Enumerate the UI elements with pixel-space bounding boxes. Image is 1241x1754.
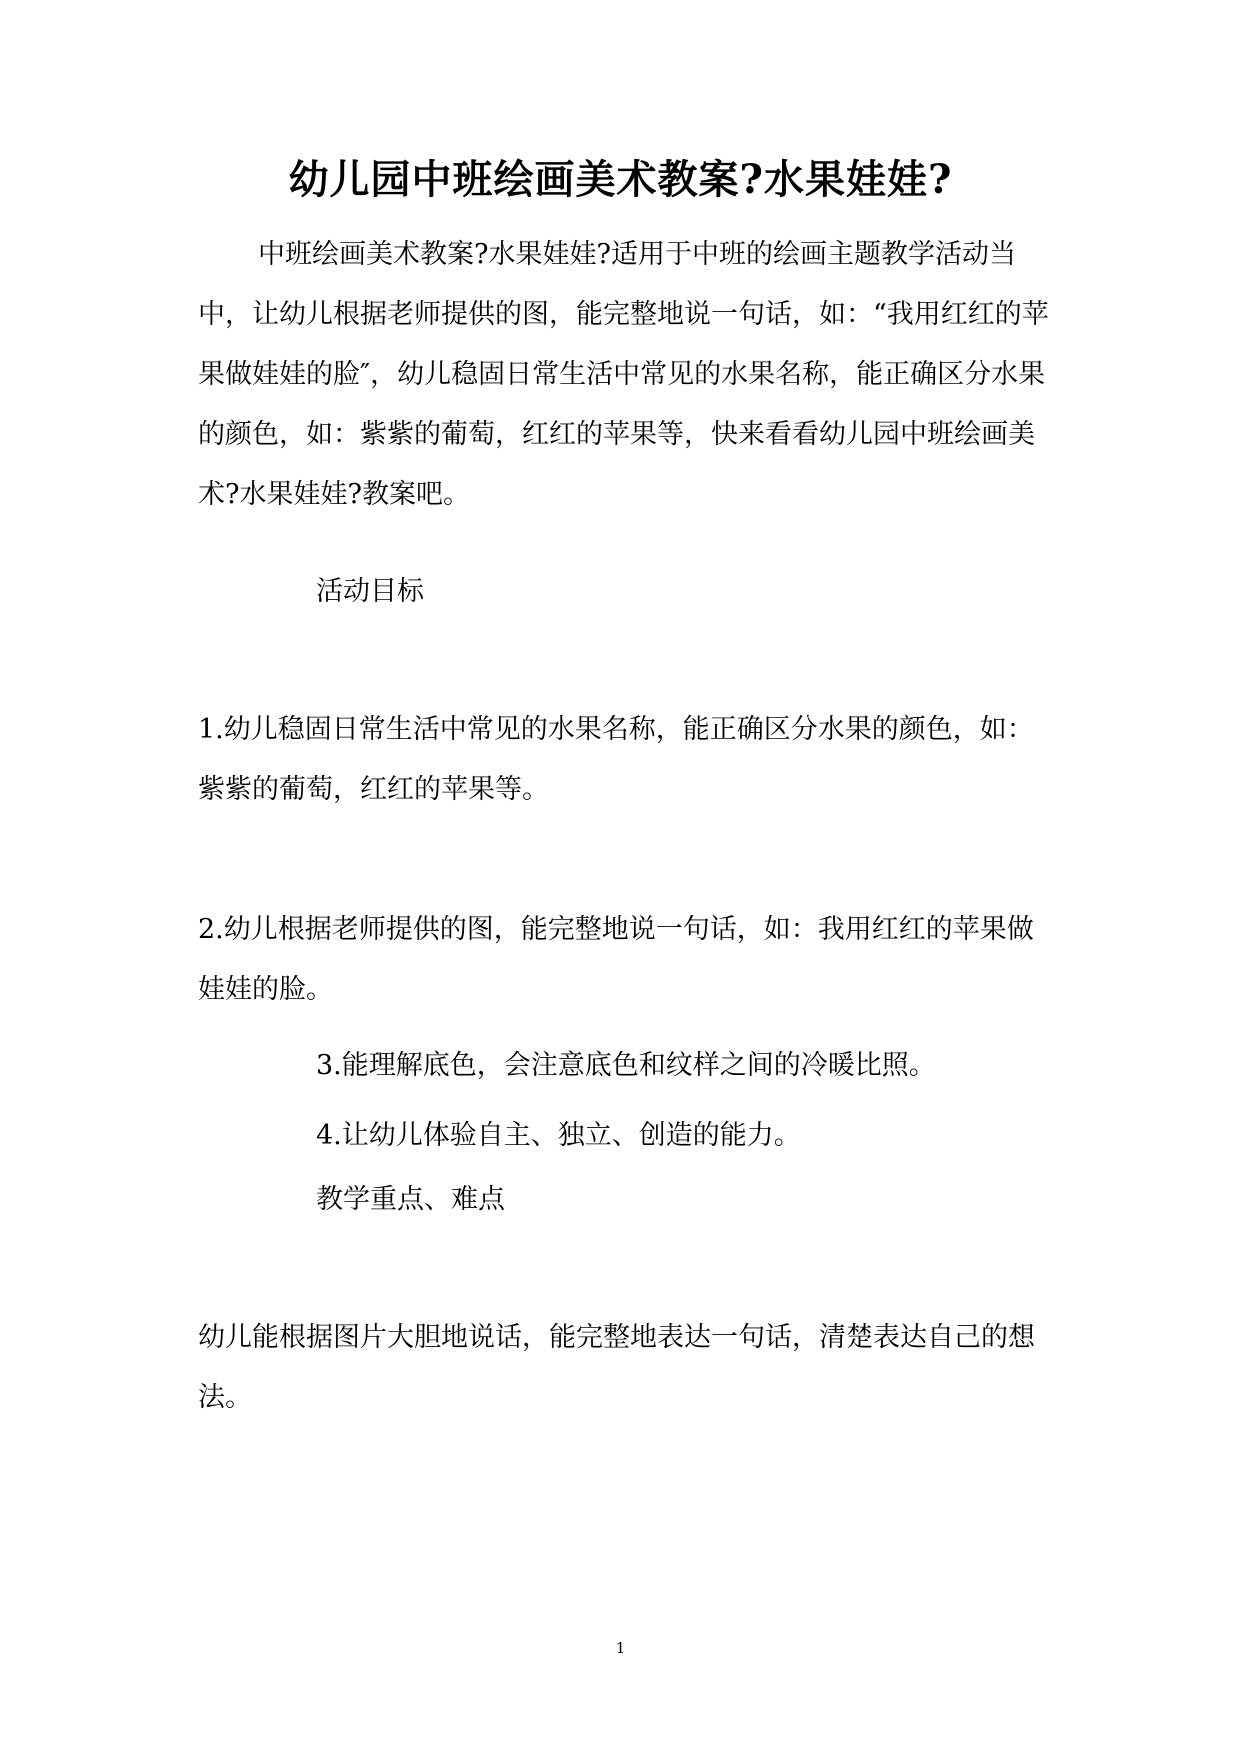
section-heading-goals: 活动目标 — [316, 576, 424, 607]
document-title: 幼儿园中班绘画美术教案?水果娃娃? — [288, 156, 953, 203]
key-points-paragraph: 幼儿能根据图片大胆地说话，能完整地表达一句话，清楚表达自己的想法。 — [198, 1322, 1035, 1413]
section-heading-key-points: 教学重点、难点 — [316, 1184, 505, 1215]
intro-paragraph: 中班绘画美术教案?水果娃娃?适用于中班的绘画主题教学活动当中，让幼儿根据老师提供的图，能完整地说一句话，如：“我用红红的苹果做娃娃的脸″，幼儿稳固日常生活中常见的水果名称，能正确区分水果的颜色，如：紫紫的葡萄，红红的苹果等，快来看看幼儿园中班绘画美术?水果娃娃?教案吧。 — [198, 239, 1049, 510]
page-number: 1 — [615, 1639, 626, 1657]
goal-item-3: 3.能理解底色，会注意底色和纹样之间的冷暖比照。 — [316, 1050, 936, 1081]
goal-item-1: 1.幼儿稳固日常生活中常见的水果名称，能正确区分水果的颜色，如：紫紫的葡萄，红红的苹果等。 — [198, 714, 1034, 805]
goal-item-2: 2.幼儿根据老师提供的图，能完整地说一句话，如：我用红红的苹果做娃娃的脸。 — [198, 914, 1034, 1005]
goal-item-4: 4.让幼儿体验自主、独立、创造的能力。 — [316, 1120, 801, 1151]
